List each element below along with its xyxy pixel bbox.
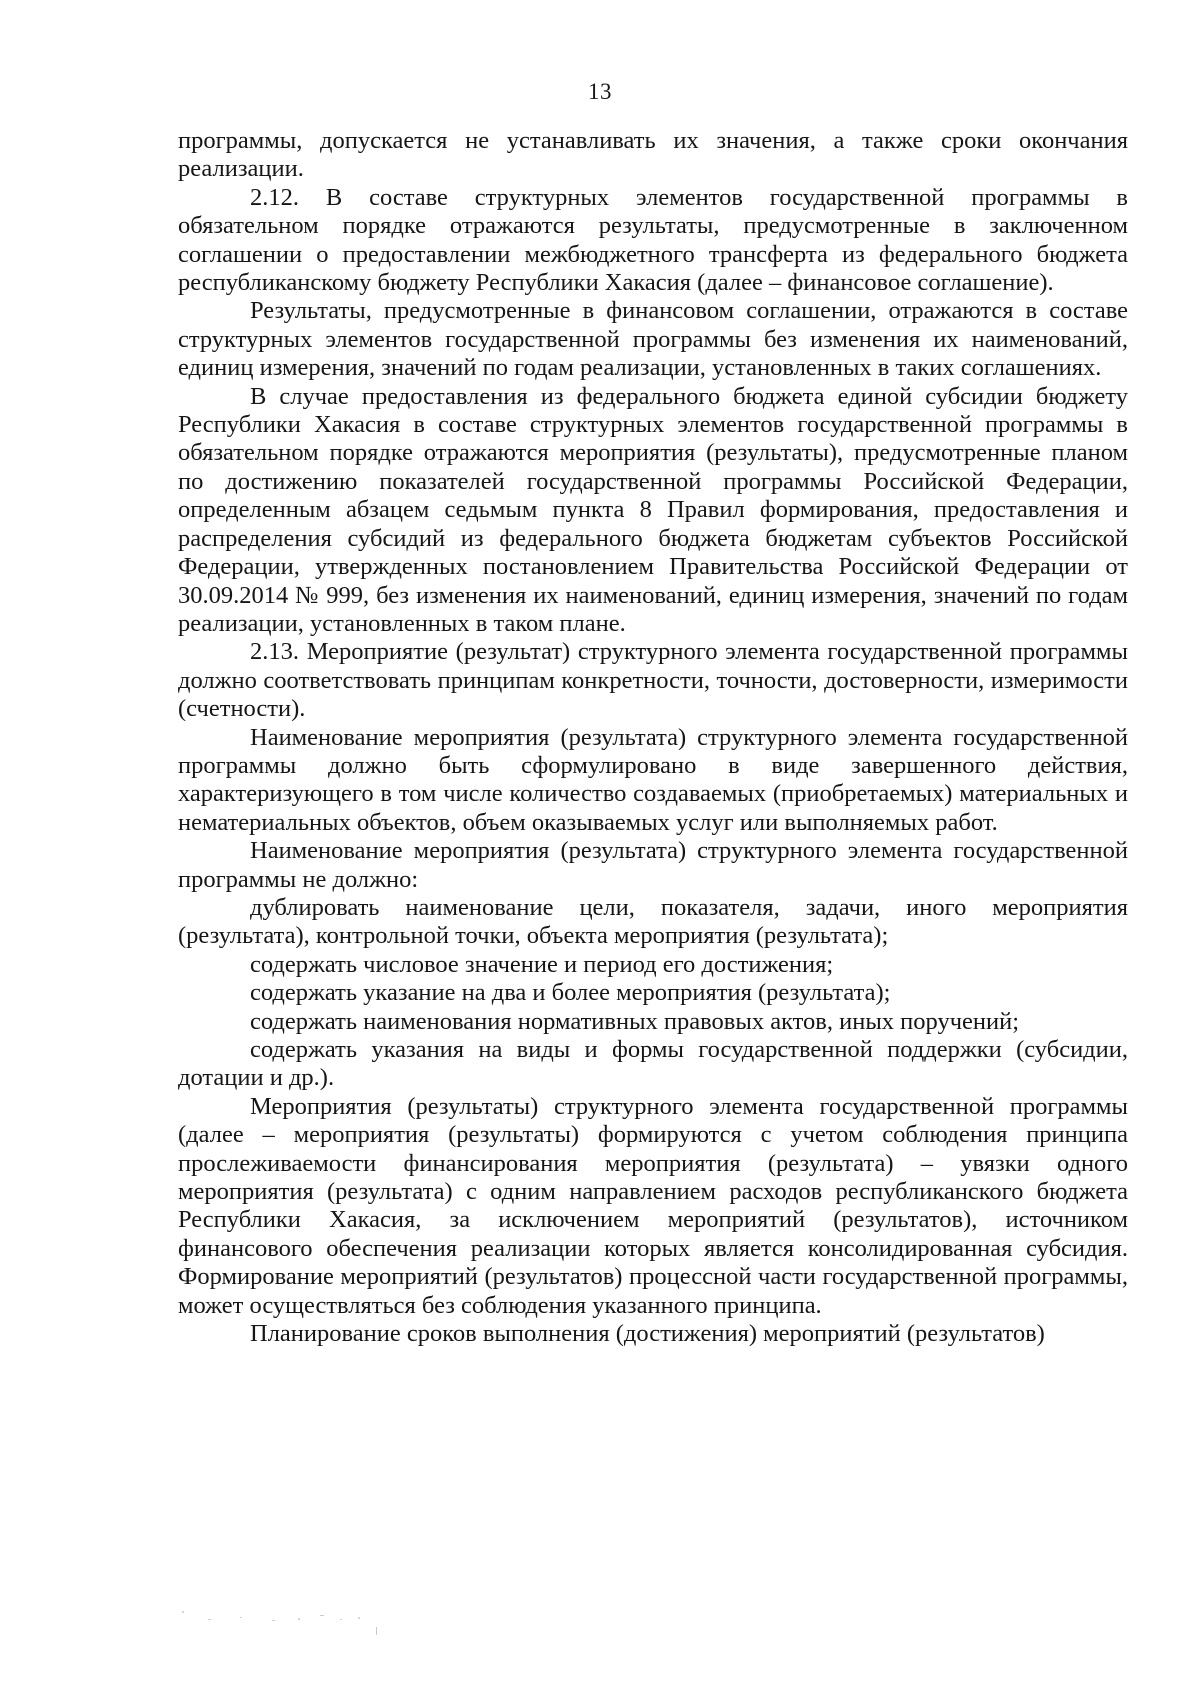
paragraph-planning: Планирование сроков выполнения (достижения) мероприятий (результатов) (250, 1320, 1045, 1348)
paragraph-continuation: программы, допускается не устанавливать их значения, а также сроки окончания реализации. (178, 127, 1128, 183)
paragraph-single-subsidy: В случае предоставления из федерального бюджета единой субсидии бюджету Республики Хакасия в составе структурных элементов государственной программы в обязательном порядке отражаются мероприятия (результаты), предусмотренные планом по достижению показателей государственной программы Российской Федерации, определенным абзацем седьмым пункта 8 Правил формирования, предоставления и распределения субсидий из федерального бюджета бюджетам субъектов Российской Федерации, утвержденных постановлением Правительства Российской Федерации от 30.09.2014 № 999, без изменения их наименований, единиц измерения, значений по годам реализации, установленных в таком плане. (178, 382, 1128, 637)
document-body (178, 127, 1128, 1348)
paragraph-results: Результаты, предусмотренные в финансовом соглашении, отражаются в составе структурных элементов государственной программы без изменения их наименований, единиц измерения, значений по годам реализации, установленных в таких соглашениях. (178, 297, 1128, 382)
paragraph-2-13: 2.13. Мероприятие (результат) структурного элемента государственной программы должно соответствовать принципам конкретности, точности, достоверности, измеримости (счетности). (178, 638, 1128, 723)
scan-artifacts (180, 1605, 420, 1645)
list-item: содержать наименования нормативных правовых актов, иных поручений; (250, 1007, 1020, 1035)
paragraph-2-12: 2.12. В составе структурных элементов государственной программы в обязательном порядке отражаются результаты, предусмотренные в заключенном соглашении о предоставлении межбюджетного трансферта из федерального бюджета республиканскому бюджету Республики Хакасия (далее – финансовое соглашение). (178, 183, 1128, 297)
paragraph-naming-restrictions: Наименование мероприятия (результата) структурного элемента государственной программы не должно: (178, 837, 1128, 893)
list-item: содержать указания на виды и формы государственной поддержки (субсидии, дотации и др.). (178, 1036, 1128, 1092)
page-number: 13 (588, 79, 612, 104)
list-item: дублировать наименование цели, показателя, задачи, иного мероприятия (результата), контрольной точки, объекта мероприятия (результата); (178, 893, 1128, 950)
paragraph-traceability: Мероприятия (результаты) структурного элемента государственной программы (далее – мероприятия (результаты) формируются с учетом соблюдения принципа прослеживаемости финансирования мероприятия (результата) – увязки одного мероприятия (результата) с одним направлением расходов республиканского бюджета Республики Хакасия, за исключением мероприятий (результатов), источником финансового обеспечения реализации которых является консолидированная субсидия. Формирование мероприятий (результатов) процессной части государственной программы, может осуществляться без соблюдения указанного принципа. (178, 1092, 1128, 1319)
list-item: содержать числовое значение и период его достижения; (250, 950, 834, 978)
list-item: содержать указание на два и более мероприятия (результата); (250, 979, 891, 1007)
paragraph-naming-rule: Наименование мероприятия (результата) структурного элемента государственной программы должно быть сформулировано в виде завершенного действия, характеризующего в том числе количество создаваемых (приобретаемых) материальных и нематериальных объектов, объем оказываемых услуг или выполняемых работ. (178, 723, 1128, 836)
